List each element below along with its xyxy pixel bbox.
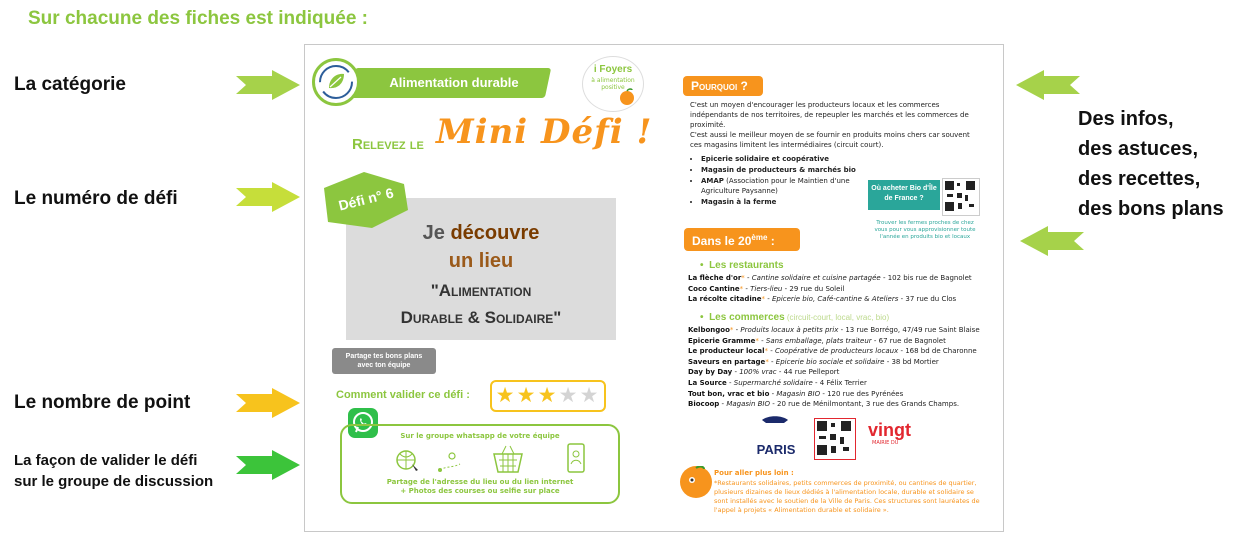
pourquoi-item-label: Epicerie solidaire et coopérative	[701, 155, 829, 163]
orange-fruit-icon	[618, 88, 636, 106]
challenge-line-1	[346, 222, 616, 245]
category-icon-frame	[312, 58, 360, 106]
right-labels	[1078, 104, 1224, 224]
challenge-line-4: Durable & Solidaire"	[400, 308, 562, 327]
commerces-title: • Les commerces (circuit-court, local, vrac, bio)	[700, 312, 890, 323]
place-name: Epicerie Gramme	[688, 336, 756, 345]
commerces-title-text: Les commerces	[709, 312, 785, 323]
place-type: 100% vrac	[739, 368, 777, 377]
commerces-subtitle: (circuit-court, local, vrac, bio)	[784, 313, 890, 322]
arrow-right-icon	[236, 70, 300, 100]
dans-le-label: Dans le 20	[692, 234, 752, 248]
place-type: Cantine solidaire et cuisine partagée	[751, 274, 881, 282]
selfie-phone-icon	[568, 444, 584, 472]
arrow-left-icon	[1020, 226, 1084, 256]
pour-aller-text: *Restaurants solidaires, petits commerces de proximité, ou cantines de quartier, plusieurs dizaines de lieux dédiés à l'alimentation locale, durable et solidaire se sont installés avec le soutien de la Ville de Paris. Ces structures sont lauréates de l'appel à projets « Alimentation durable et solidaire ».	[714, 479, 980, 514]
place-entry: Biocoop - Magasin BIO - 20 rue de Ménilmontant, 3 rue des Grands Champs.	[688, 400, 960, 409]
star-filled-icon: ★	[495, 383, 515, 407]
place-type: Sans emballage, plats traiteur	[765, 336, 872, 345]
place-entry: Le producteur local* - Coopérative de producteurs locaux - 168 bd de Charonne	[688, 347, 977, 356]
pourquoi-text	[690, 100, 980, 150]
pourquoi-list-item	[701, 165, 860, 175]
place-entry: Saveurs en partage* - Epicerie bio sociale et solidaire - 38 bd Mortier	[688, 357, 939, 366]
dans-le-colon: :	[767, 234, 775, 248]
label-validation	[14, 450, 213, 492]
map-pin-icon	[438, 453, 460, 472]
place-name: Le producteur local	[688, 347, 765, 356]
place-entry: La récolte citadine* - Epicerie bio, Café-cantine & Ateliers - 37 rue du Clos	[688, 295, 957, 304]
arrow-right-icon	[236, 388, 300, 418]
place-asterisk: *	[741, 274, 745, 282]
place-asterisk: *	[755, 336, 759, 345]
place-entry: Kelbongoo* - Produits locaux à petits prix - 13 rue Borrégo, 47/49 rue Saint Blaise	[688, 326, 980, 334]
place-address: 20 rue de Ménilmontant, 3 rue des Grands Champs.	[777, 400, 960, 409]
pourquoi-paragraph-2: C'est aussi le meilleur moyen de se fournir en produits moins chers car souvent ces magasins limitent les intermédiaires (circuit court).	[690, 131, 970, 149]
share-line-1: Partage tes bons plans	[345, 353, 423, 360]
trouvez-text: Trouver les fermes proches de chez vous pour vous approvisionner toute l'année en produits bio et locaux	[874, 220, 976, 240]
place-asterisk: *	[739, 284, 744, 293]
globe-cursor-icon	[397, 451, 418, 471]
challenge-line-1a: Je	[422, 222, 451, 244]
place-type: Epicerie bio sociale et solidaire	[775, 357, 885, 366]
pourquoi-item-label: Magasin de producteurs & marchés bio	[701, 166, 856, 174]
place-name: La Source	[688, 378, 727, 387]
place-entry: La Source - Supermarché solidaire - 4 Félix Terrier	[688, 378, 867, 387]
qr-pattern-icon	[815, 419, 853, 457]
challenge-line-1b: découvre	[450, 222, 540, 244]
page-heading: Sur chacune des fiches est indiquée :	[28, 8, 368, 29]
place-asterisk: *	[761, 295, 765, 304]
arrow-right-icon	[236, 182, 300, 212]
place-name: Day by Day	[688, 368, 733, 377]
qr-code-icon	[942, 178, 980, 216]
right-label-astuces: des astuces,	[1078, 138, 1199, 160]
label-validation-line2: sur le groupe de discussion	[14, 473, 214, 490]
challenge-line-2: un lieu	[448, 250, 514, 272]
label-validation-line1: La façon de valider le défi	[14, 452, 198, 469]
label-categorie: La catégorie	[14, 74, 126, 95]
place-type: Tiers-lieu	[750, 284, 783, 293]
ou-acheter-button[interactable]: Où acheter Bio d'Île de France ?	[868, 180, 940, 210]
label-points: Le nombre de point	[14, 392, 191, 413]
place-name: La flèche d'or	[688, 274, 742, 282]
place-asterisk: *	[729, 326, 734, 334]
share-line-2: avec ton équipe	[357, 362, 411, 369]
right-label-bons-plans: des bons plans	[1078, 198, 1224, 220]
paris-ship-icon	[760, 414, 790, 424]
place-entry: Day by Day - 100% vrac - 44 rue Pelleport	[688, 368, 840, 377]
star-empty-icon: ★	[579, 383, 599, 407]
vingt-logo: vingt	[868, 420, 911, 440]
dans-le-sup: ème	[751, 233, 768, 242]
vingt-logo-subtitle: MAIRIE DU	[872, 440, 899, 446]
paris-logo: PARIS	[756, 442, 796, 457]
place-address: 37 rue du Clos	[905, 295, 957, 304]
place-entry: Tout bon, vrac et bio - Magasin BIO - 120 rue des Pyrénées	[688, 389, 904, 398]
place-type: Magasin BIO	[726, 400, 771, 409]
leaf-recycle-icon	[315, 61, 357, 103]
foyers-logo-name: i Foyers	[593, 64, 633, 75]
pourquoi-item-label: Magasin à la ferme	[701, 198, 777, 206]
place-address: 29 rue du Soleil	[789, 284, 845, 293]
place-address: 38 bd Mortier	[891, 357, 939, 366]
pourquoi-list-item	[701, 197, 860, 207]
place-type: Coopérative de producteurs locaux	[775, 347, 899, 356]
pourquoi-list	[690, 154, 860, 208]
share-badge	[332, 348, 436, 374]
dans-le-20-title	[684, 228, 800, 251]
right-label-recettes: des recettes,	[1078, 168, 1201, 190]
place-name: Biocoop	[688, 400, 720, 409]
restaurants-title: • Les restaurants	[700, 260, 784, 271]
qr-code-icon	[814, 418, 856, 460]
place-entry: La flèche d'or* - Cantine solidaire et cuisine partagée - 102 bis rue de Bagnolet	[688, 274, 972, 282]
star-filled-icon: ★	[537, 383, 557, 407]
place-asterisk: *	[765, 357, 769, 366]
star-empty-icon: ★	[558, 383, 578, 407]
place-name: Coco Cantine	[688, 284, 740, 293]
right-label-infos: Des infos,	[1078, 108, 1174, 130]
category-label: Alimentation durable	[389, 75, 519, 90]
pour-aller-title: Pour aller plus loin :	[714, 469, 794, 477]
pourquoi-paragraph-1: C'est un moyen d'encourager les producteurs locaux et les commerces indépendants de nos territoires, de repeupler les marchés et les commerces de proximité.	[690, 101, 969, 129]
proof-line-1: Partage de l'adresse du lieu ou du lien internet	[386, 478, 574, 486]
orange-face-icon	[680, 466, 712, 498]
place-type: Magasin BIO	[776, 389, 821, 398]
shopping-basket-icon	[494, 446, 522, 472]
validation-icons	[390, 440, 600, 478]
relevez-label: Relevez le	[352, 136, 424, 153]
commerces-list	[688, 325, 980, 410]
place-name: Kelbongoo	[688, 326, 730, 334]
restaurants-title-text: Les restaurants	[709, 260, 784, 271]
place-address: 13 rue Borrégo, 47/49 rue Saint Blaise	[845, 326, 980, 334]
arrow-right-icon	[236, 450, 300, 480]
place-address: 44 rue Pelleport	[783, 368, 840, 377]
mini-defi-title: Mini Défi !	[436, 112, 653, 152]
pourquoi-list-item	[701, 154, 860, 164]
pourquoi-title: Pourquoi ?	[683, 76, 763, 96]
place-name: La récolte citadine	[688, 295, 762, 304]
proof-text	[342, 478, 618, 496]
orange-mascot-icon	[680, 466, 712, 498]
pourquoi-item-label: AMAP	[701, 177, 724, 185]
group-text: Sur le groupe whatsapp de votre équipe	[400, 432, 560, 440]
place-type: Produits locaux à petits prix	[740, 326, 839, 334]
pourquoi-item-detail: (Association pour le Maintien d'une Agriculture Paysanne)	[701, 177, 850, 195]
validate-label: Comment valider ce défi :	[336, 389, 470, 401]
label-numero: Le numéro de défi	[14, 188, 178, 209]
place-address: 67 rue de Bagnolet	[878, 336, 946, 345]
pourquoi-list-item	[701, 176, 860, 196]
place-name: Tout bon, vrac et bio	[688, 389, 770, 398]
place-type: Supermarché solidaire	[733, 378, 813, 387]
place-address: 4 Félix Terrier	[819, 378, 867, 387]
foyers-logo-subtitle: à alimentation positive	[591, 77, 635, 91]
place-entry: Coco Cantine* - Tiers-lieu - 29 rue du Soleil	[688, 284, 845, 293]
qr-pattern-icon	[943, 179, 977, 213]
place-type: Epicerie bio, Café-cantine & Ateliers	[771, 295, 899, 304]
challenge-line-3: "Alimentation	[430, 281, 532, 300]
place-entry: Epicerie Gramme* - Sans emballage, plats traiteur - 67 rue de Bagnolet	[688, 336, 946, 345]
proof-line-2: + Photos des courses ou selfie sur place	[400, 487, 560, 495]
place-address: 102 bis rue de Bagnolet	[887, 274, 972, 282]
arrow-left-icon	[1016, 70, 1080, 100]
star-filled-icon: ★	[516, 383, 536, 407]
place-address: 168 bd de Charonne	[905, 347, 977, 356]
restaurants-list	[688, 273, 972, 305]
place-asterisk: *	[764, 347, 769, 356]
place-address: 120 rue des Pyrénées	[827, 389, 904, 398]
place-name: Saveurs en partage	[688, 357, 766, 366]
defi-number: Défi n° 6	[336, 184, 396, 214]
